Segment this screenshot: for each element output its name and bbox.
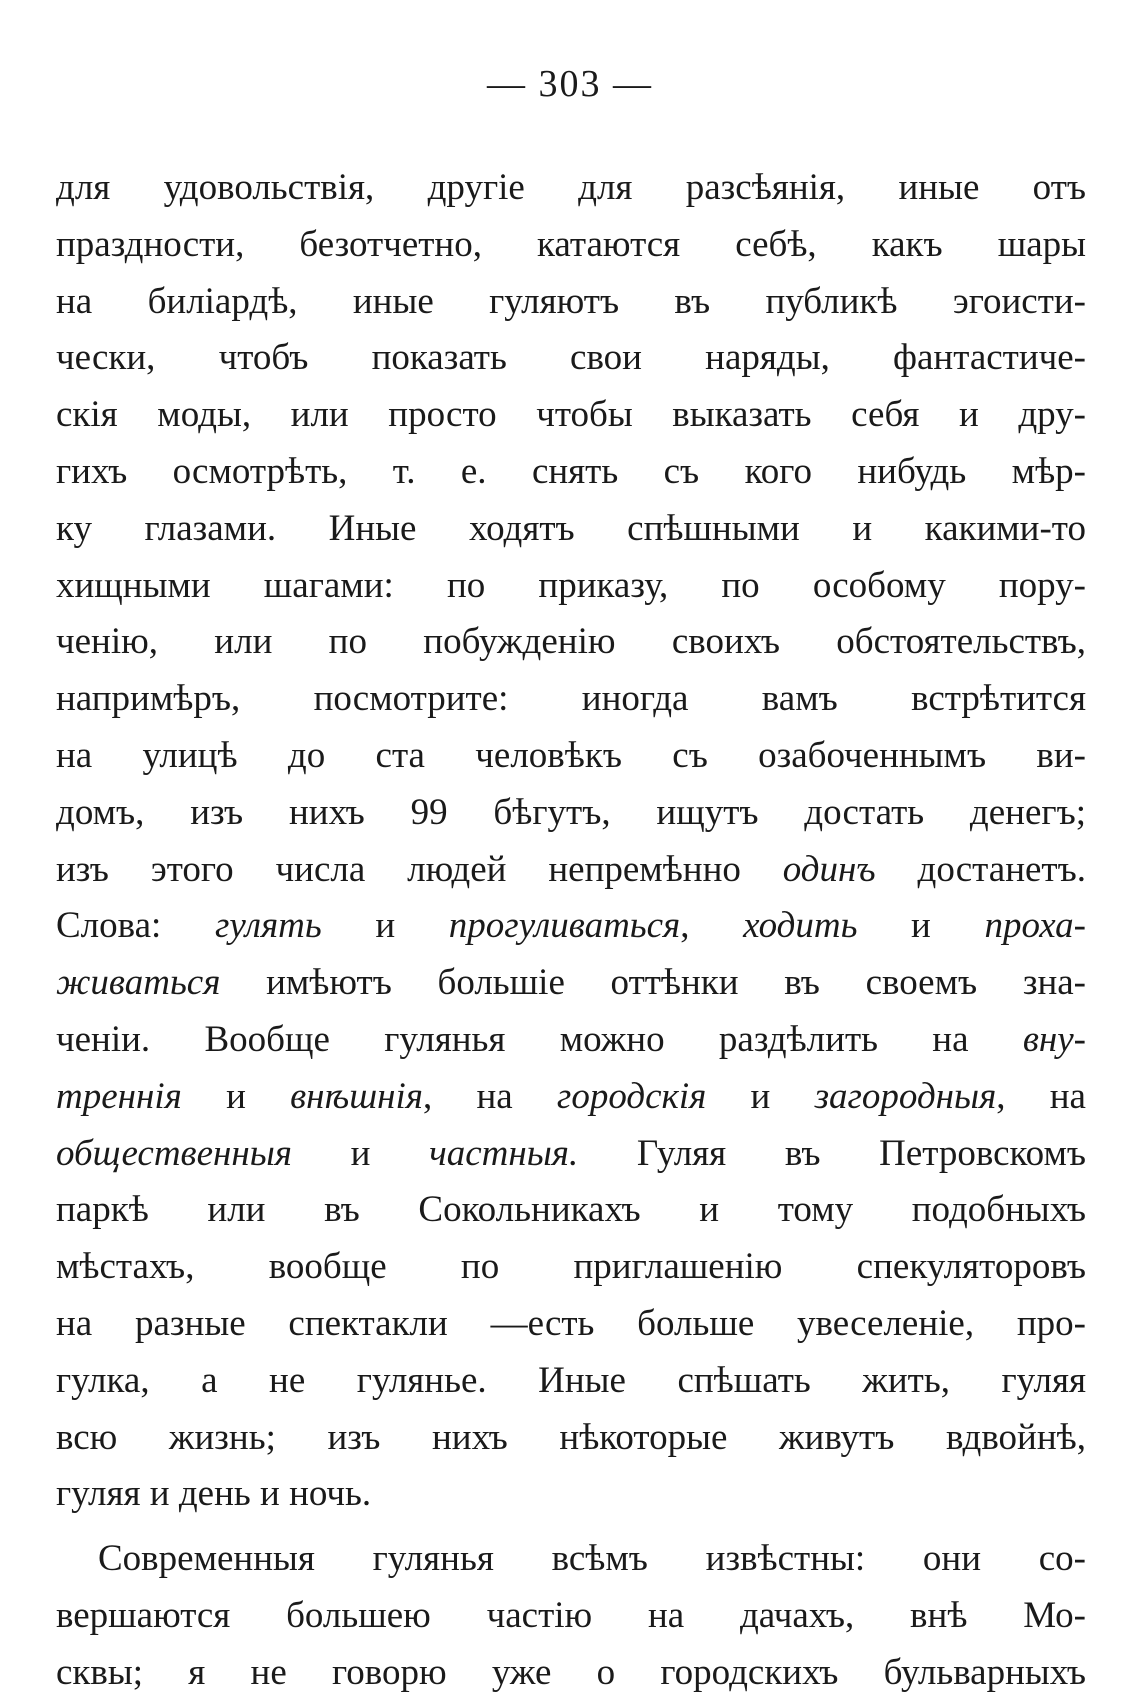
- text-line: [56, 1410, 1086, 1467]
- text-line: [56, 1012, 1086, 1069]
- text-line: [56, 898, 1086, 955]
- text-line: [56, 387, 1086, 444]
- text-line: [56, 1466, 1086, 1523]
- text-run: ченіи. Вообще гулянья можно раздѣлить на: [56, 1018, 1023, 1060]
- text-run: и: [857, 905, 985, 947]
- text-line: [56, 671, 1086, 728]
- text-run: на разные спектакли —есть больше увеселеніе, про-: [56, 1302, 1086, 1344]
- text-run: ,: [680, 905, 744, 947]
- text-line: [56, 1296, 1086, 1353]
- italic-word: загородныя: [814, 1075, 997, 1117]
- text-line: [56, 501, 1086, 558]
- text-line: [56, 558, 1086, 615]
- text-run: сквы; я не говорю уже о городскихъ бульварныхъ: [56, 1651, 1086, 1693]
- text-line: [56, 160, 1086, 217]
- text-run: на биліардѣ, иные гуляютъ въ публикѣ эгоисти-: [56, 280, 1086, 322]
- text-line: [56, 955, 1086, 1012]
- text-run: гулка, а не гулянье. Иные спѣшать жить, гуляя: [56, 1359, 1086, 1401]
- italic-word: внѣшнія: [290, 1075, 423, 1117]
- text-line: [56, 330, 1086, 387]
- text-line: [56, 1126, 1086, 1183]
- text-run: , на: [996, 1075, 1086, 1117]
- italic-word: гулять: [214, 905, 322, 947]
- text-run: домъ, изъ нихъ 99 бѣгутъ, ищутъ достать денегъ;: [56, 791, 1086, 833]
- text-run: и: [706, 1075, 815, 1117]
- text-run: ченію, или по побужденію своихъ обстоятельствъ,: [56, 621, 1086, 663]
- italic-word: прогуливаться: [448, 905, 681, 947]
- text-line: [56, 1531, 1086, 1588]
- text-run: Слова:: [56, 905, 215, 947]
- text-run: изъ этого числа людей непремѣнно: [56, 848, 783, 890]
- text-run: на улицѣ до ста человѣкъ съ озабоченнымъ ви-: [56, 734, 1086, 776]
- body-text: [56, 160, 1086, 1702]
- text-run: чески, чтобъ показать свои наряды, фантастиче-: [56, 337, 1086, 379]
- text-run: мѣстахъ, вообще по приглашенію спекуляторовъ: [56, 1246, 1086, 1288]
- italic-word: одинъ: [782, 848, 876, 890]
- italic-word: вну-: [1022, 1018, 1086, 1060]
- text-run: вершаются большею частію на дачахъ, внѣ Мо-: [56, 1594, 1086, 1636]
- text-line: [56, 444, 1086, 501]
- italic-word: городскія: [556, 1075, 707, 1117]
- text-line: [56, 274, 1086, 331]
- text-line: [56, 1239, 1086, 1296]
- text-line: [56, 1588, 1086, 1645]
- text-line: [56, 217, 1086, 274]
- text-run: всю жизнь; изъ нихъ нѣкоторые живутъ вдвойнѣ,: [56, 1416, 1086, 1458]
- text-run: имѣютъ большіе оттѣнки въ своемъ зна-: [220, 962, 1086, 1004]
- text-run: , на: [422, 1075, 557, 1117]
- italic-word: ходить: [743, 905, 858, 947]
- italic-word: живаться: [56, 962, 221, 1004]
- italic-word: проха-: [984, 905, 1086, 947]
- page-number: — 303 —: [487, 63, 653, 105]
- text-run: напримѣръ, посмотрите: иногда вамъ встрѣтится: [56, 678, 1086, 720]
- text-run: и: [181, 1075, 291, 1117]
- text-run: ку глазами. Иные ходятъ спѣшными и какими-то: [56, 507, 1086, 549]
- text-line: [56, 1182, 1086, 1239]
- italic-word: частныя.: [429, 1132, 579, 1174]
- text-line: [56, 1353, 1086, 1410]
- text-line: [56, 728, 1086, 785]
- text-run: Современныя гулянья всѣмъ извѣстны: они со-: [98, 1538, 1086, 1580]
- text-run: паркѣ или въ Сокольникахъ и тому подобныхъ: [56, 1189, 1086, 1231]
- text-line: [56, 842, 1086, 899]
- text-run: праздности, безотчетно, катаются себѣ, какъ шары: [56, 223, 1086, 265]
- text-run: и: [321, 905, 449, 947]
- text-run: скія моды, или просто чтобы выказать себя и дру-: [56, 394, 1086, 436]
- italic-word: общественныя: [56, 1132, 293, 1174]
- text-run: достанетъ.: [875, 848, 1086, 890]
- text-run: хищными шагами: по приказу, по особому пору-: [56, 564, 1086, 606]
- text-line: [56, 1645, 1086, 1702]
- text-run: гихъ осмотрѣть, т. е. снять съ кого нибудь мѣр-: [56, 450, 1086, 492]
- italic-word: треннія: [56, 1075, 182, 1117]
- text-run: и: [292, 1132, 430, 1174]
- text-line: [56, 1069, 1086, 1126]
- text-line: [56, 614, 1086, 671]
- text-line: [56, 785, 1086, 842]
- text-run: для удовольствія, другіе для разсѣянія, иные отъ: [56, 167, 1086, 208]
- text-run: Гуляя въ Петровскомъ: [578, 1132, 1086, 1174]
- paragraph-gap: [56, 1523, 1086, 1531]
- text-run: гуляя и день и ночь.: [56, 1473, 372, 1515]
